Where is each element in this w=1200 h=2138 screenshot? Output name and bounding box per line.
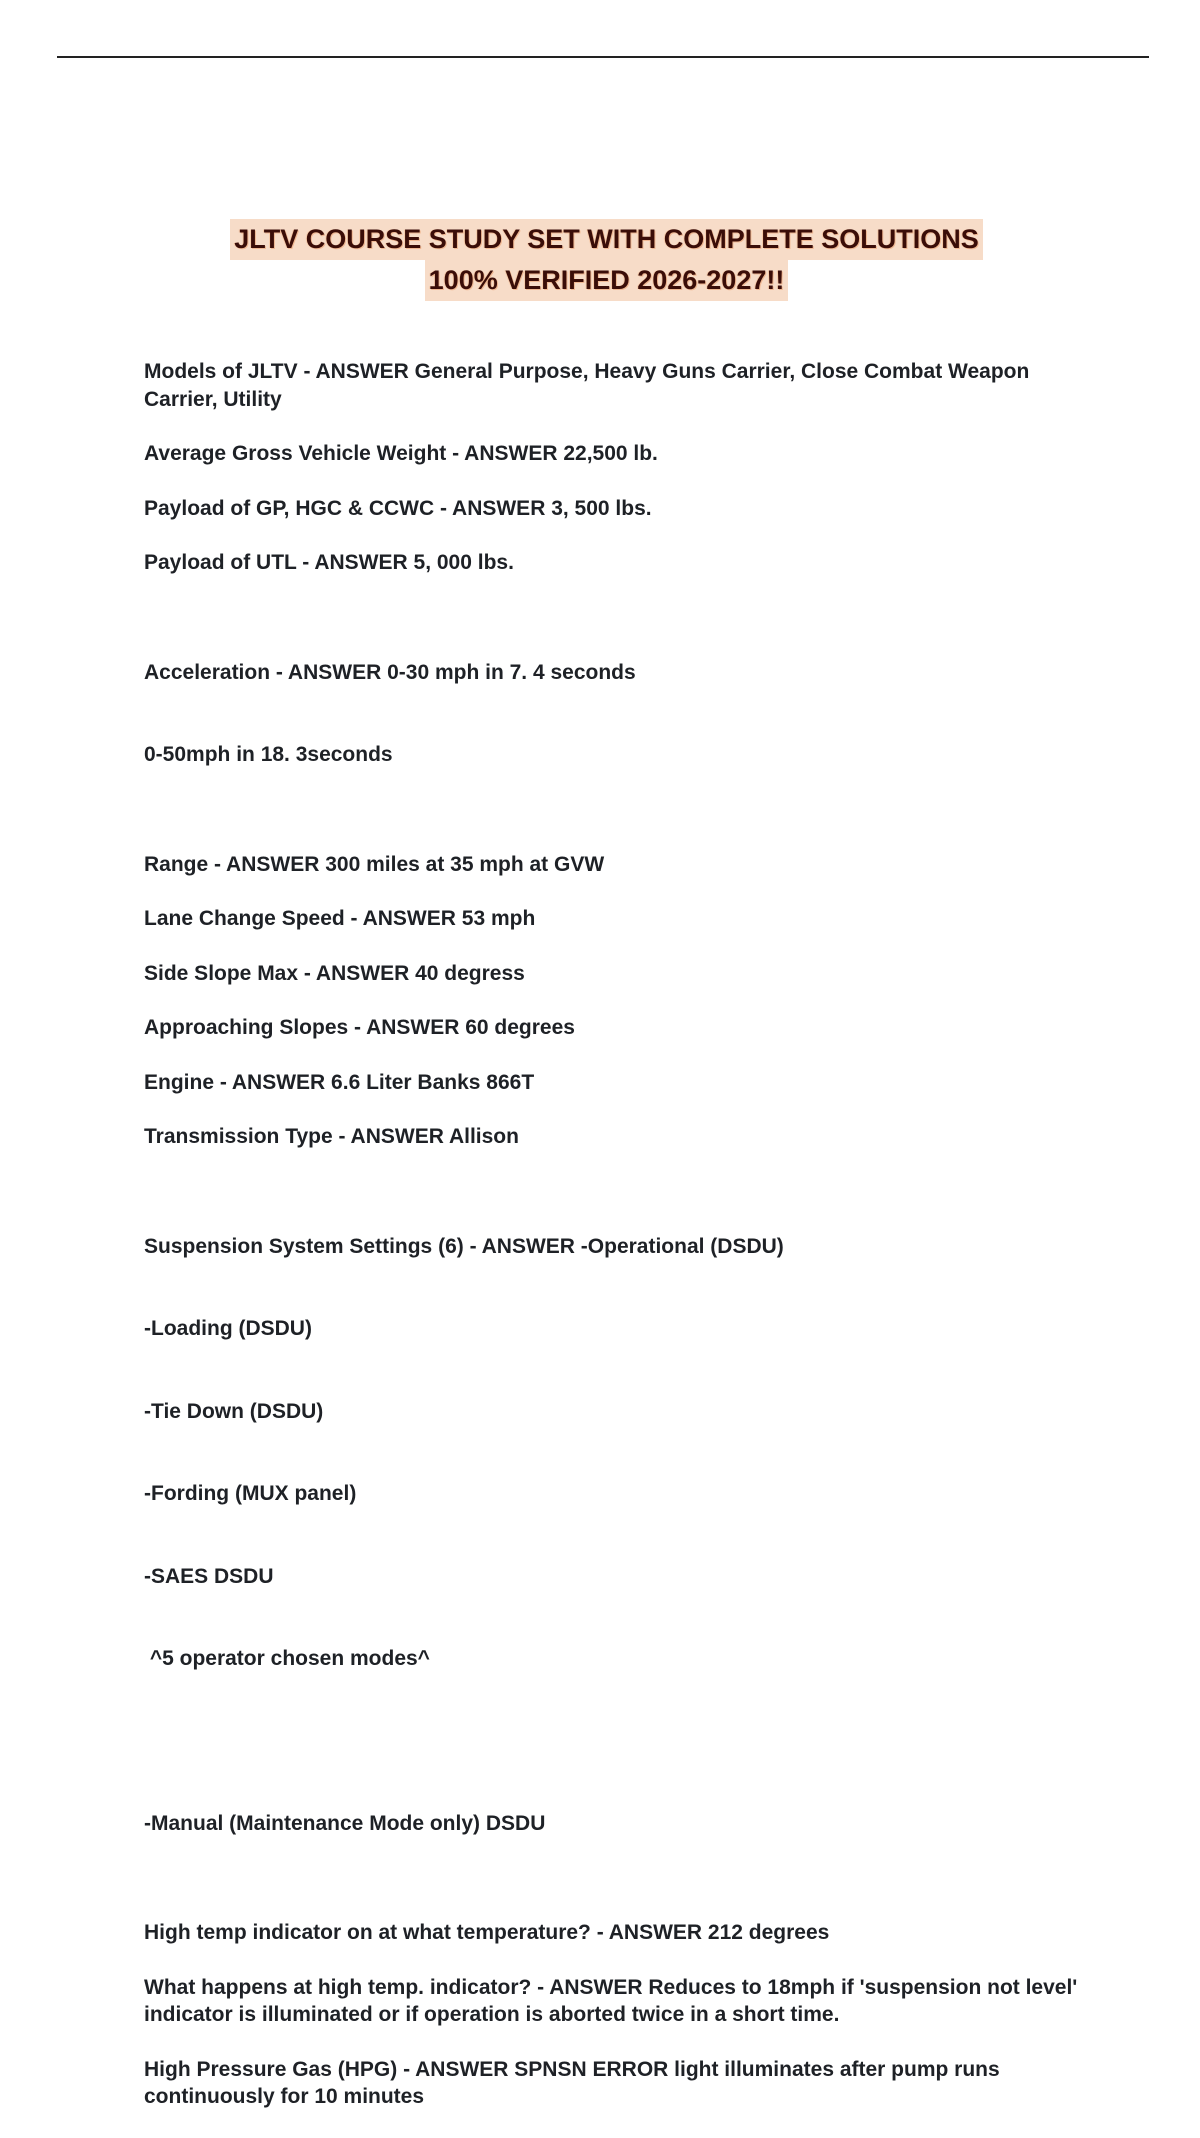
qa-list — [144, 358, 1084, 2138]
qa-line: -Fording (MUX panel) — [144, 1482, 357, 1505]
qa-item-engine: Engine - ANSWER 6.6 Liter Banks 866T — [144, 1070, 535, 1094]
header-rule — [57, 56, 1149, 58]
qa-line: 0-50mph in 18. 3seconds — [144, 743, 393, 766]
qa-item-transmission: Transmission Type - ANSWER Allison — [144, 1125, 519, 1148]
qa-line: -Manual (Maintenance Mode only) DSDU — [144, 1811, 546, 1835]
qa-item-approach-slopes: Approaching Slopes - ANSWER 60 degrees — [144, 1016, 575, 1039]
qa-item-suspension — [144, 1178, 1084, 1893]
qa-item-high-temp-effect: What happens at high temp. indicator? - ANSWER Reduces to 18mph if 'suspension not level' indicator is illuminated or if operation is aborted twice in a short time. — [144, 1975, 1084, 2026]
qa-item-payload-gp: Payload of GP, HGC & CCWC - ANSWER 3, 500 lbs. — [144, 496, 652, 520]
qa-item-lane-change: Lane Change Speed - ANSWER 53 mph — [144, 907, 536, 930]
qa-line: Suspension System Settings (6) - ANSWER -Operational (DSDU) — [144, 1234, 784, 1258]
qa-item-range: Range - ANSWER 300 miles at 35 mph at GVW — [144, 852, 605, 876]
qa-item-side-slope: Side Slope Max - ANSWER 40 degress — [144, 961, 525, 985]
title-line-1: JLTV COURSE STUDY SET WITH COMPLETE SOLUTIONS — [230, 219, 983, 260]
document-title — [0, 219, 1200, 301]
qa-line: ^5 operator chosen modes^ — [144, 1647, 430, 1670]
qa-line: -SAES DSDU — [144, 1564, 274, 1588]
qa-item-hpg: High Pressure Gas (HPG) - ANSWER SPNSN ERROR light illuminates after pump runs continuously for 10 minutes — [144, 2057, 1006, 2108]
qa-line: -Tie Down (DSDU) — [144, 1399, 324, 1423]
qa-item-payload-utl: Payload of UTL - ANSWER 5, 000 lbs. — [144, 551, 514, 574]
qa-item-gross-weight: Average Gross Vehicle Weight - ANSWER 22,500 lb. — [144, 442, 658, 465]
line-gap — [144, 1728, 1084, 1755]
title-line-2: 100% VERIFIED 2026-2027!! — [425, 260, 789, 301]
qa-line: -Loading (DSDU) — [144, 1317, 312, 1340]
qa-line: Acceleration - ANSWER 0-30 mph in 7. 4 seconds — [144, 660, 636, 684]
qa-item-high-temp: High temp indicator on at what temperature? - ANSWER 212 degrees — [144, 1921, 830, 1944]
qa-item-models: Models of JLTV - ANSWER General Purpose, Heavy Guns Carrier, Close Combat Weapon Carrier, Utility — [144, 360, 1036, 411]
qa-item-acceleration — [144, 604, 1084, 824]
